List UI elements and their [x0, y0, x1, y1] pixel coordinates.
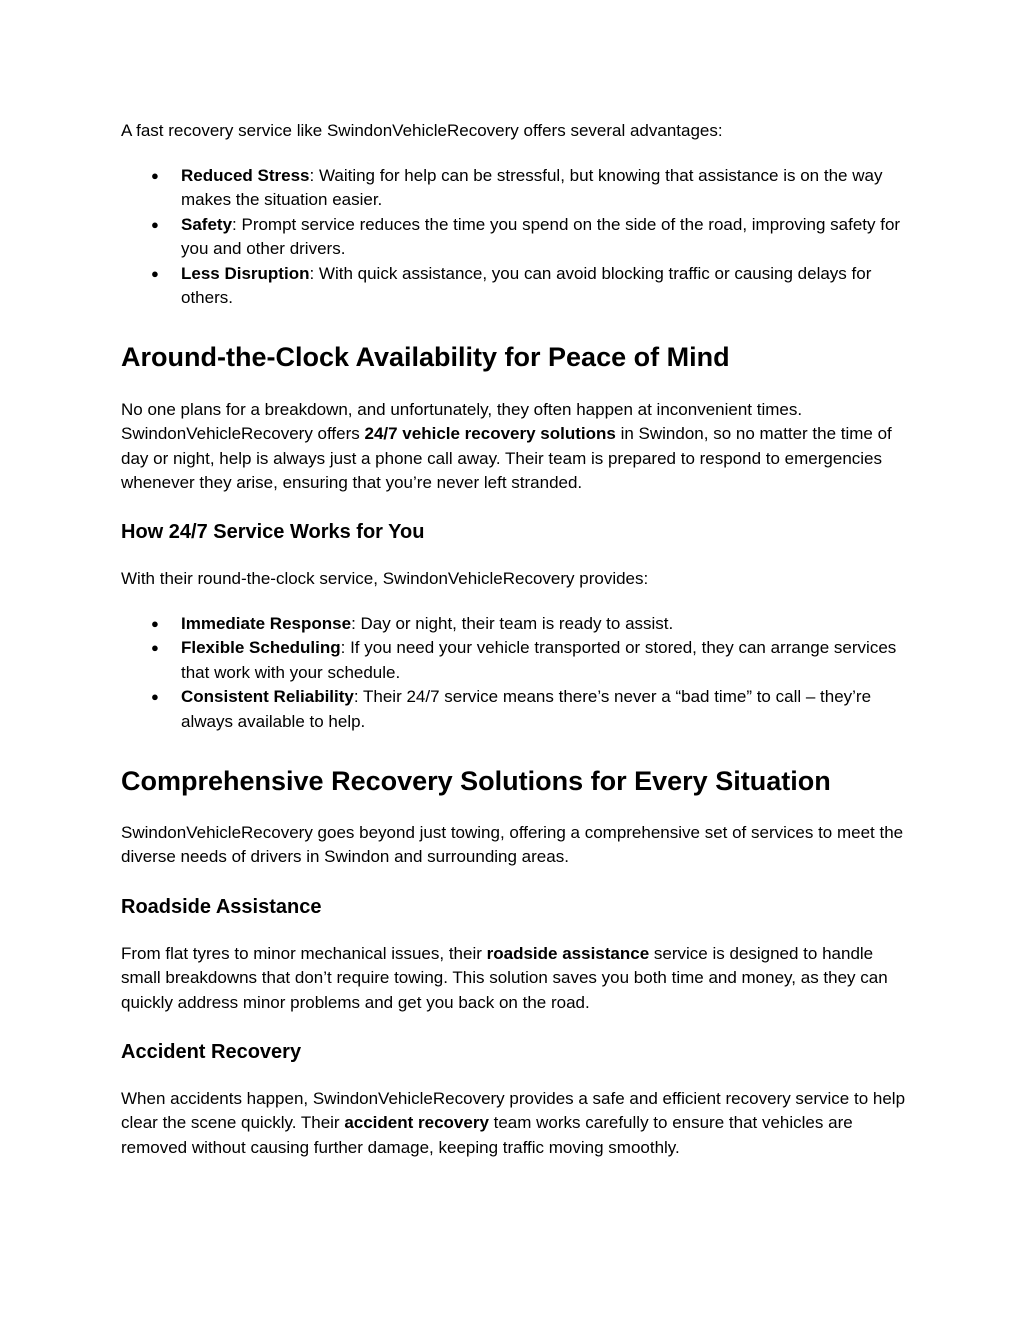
item-term: Consistent Reliability: [181, 687, 354, 707]
item-term: Less Disruption: [181, 263, 310, 283]
item-term: Reduced Stress: [181, 166, 310, 185]
item-text: : If you need your vehicle transported or stored, they can arrange services that work with your schedule.: [181, 638, 897, 682]
bullet-icon: ●: [151, 216, 159, 232]
intro-paragraph: A fast recovery service like SwindonVehicleRecovery offers several advantages:: [121, 121, 723, 140]
service-intro-paragraph: With their round-the-clock service, SwindonVehicleRecovery provides:: [121, 569, 649, 588]
bullet-icon: ●: [151, 616, 159, 631]
list-item: [121, 262, 911, 311]
advantages-list: [121, 164, 911, 310]
item-term: Immediate Response: [181, 614, 352, 633]
list-item: [121, 636, 911, 685]
section-heading-comprehensive: Comprehensive Recovery Solutions for Every Situation: [121, 766, 831, 796]
item-text: : With quick assistance, you can avoid blocking traffic or causing delays for others.: [181, 263, 872, 308]
text-run: service is designed to handle small breakdowns that don’t require towing. This solution saves you both time and money, as they can quickly address minor problems and get you back on the road.: [121, 944, 888, 1012]
item-text: : Day or night, their team is ready to assist.: [351, 614, 674, 633]
item-term: Flexible Scheduling: [181, 638, 341, 658]
availability-paragraph: [121, 398, 911, 496]
text-run: in Swindon, so no matter the time of day or night, help is always just a phone call away. Their team is prepared to respond to emergencies whenever they arise, ensuring that you’re never left stranded.: [121, 424, 892, 493]
accident-paragraph: [121, 1087, 911, 1160]
bullet-icon: ●: [151, 168, 159, 183]
list-item: [121, 612, 911, 636]
subheading-247-service: How 24/7 Service Works for You: [121, 521, 425, 543]
bullet-icon: ●: [151, 640, 159, 656]
item-text: : Their 24/7 service means there’s never a “bad time” to call – they’re always available to help.: [181, 687, 872, 731]
text-run: No one plans for a breakdown, and unfortunately, they often happen at inconvenient times. SwindonVehicleRecovery offers: [121, 400, 803, 444]
item-text: : Prompt service reduces the time you spend on the side of the road, improving safety for you and other drivers.: [181, 214, 901, 259]
text-run: When accidents happen, SwindonVehicleRecovery provides a safe and efficient recovery service to help clear the scene quickly. Their: [121, 1089, 906, 1133]
comprehensive-paragraph: SwindonVehicleRecovery goes beyond just towing, offering a comprehensive set of services to meet the diverse needs of drivers in Swindon and surrounding areas.: [121, 823, 904, 867]
item-text: : Waiting for help can be stressful, but knowing that assistance is on the way makes the situation easier.: [181, 166, 883, 210]
bold-run: roadside assistance: [486, 944, 650, 963]
bold-run: accident recovery: [344, 1113, 489, 1133]
list-item: [121, 164, 911, 213]
text-run: team works carefully to ensure that vehicles are removed without causing further damage, keeping traffic moving smoothly.: [121, 1113, 853, 1157]
bold-run: 24/7 vehicle recovery solutions: [364, 424, 616, 444]
list-item: [121, 213, 911, 262]
section-heading-availability: Around-the-Clock Availability for Peace of Mind: [121, 342, 730, 372]
bullet-icon: ●: [151, 689, 159, 705]
subheading-roadside: Roadside Assistance: [121, 896, 322, 918]
text-run: From flat tyres to minor mechanical issues, their: [121, 944, 487, 963]
bullet-icon: ●: [151, 265, 159, 281]
list-item: [121, 685, 911, 734]
service-list: [121, 612, 911, 734]
roadside-paragraph: [121, 942, 911, 1015]
item-term: Safety: [181, 214, 233, 234]
subheading-accident: Accident Recovery: [121, 1041, 302, 1063]
